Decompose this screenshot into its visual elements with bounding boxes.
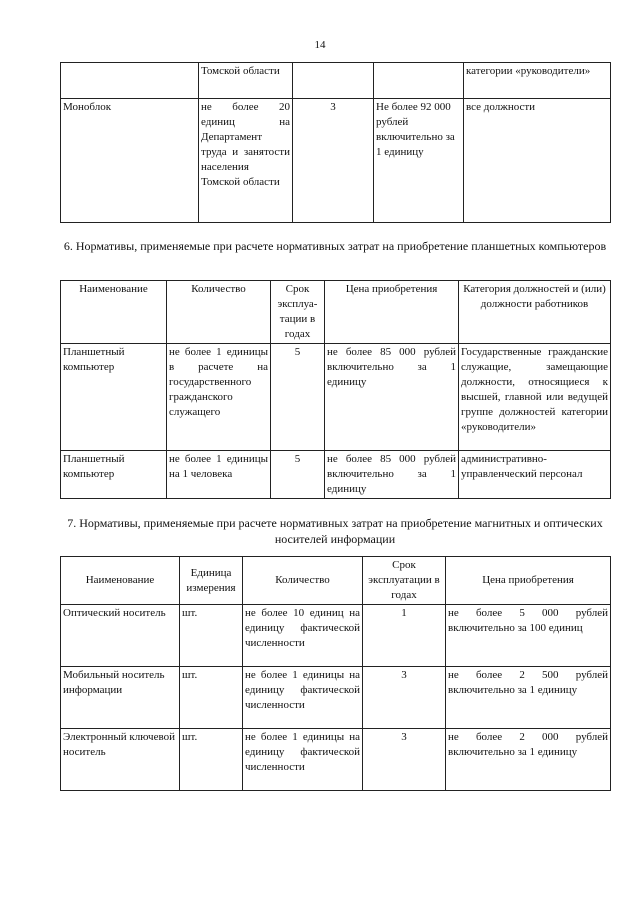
table-row: [61, 667, 611, 729]
table-cell: Томской области: [199, 63, 293, 99]
monoblock-table: [60, 62, 611, 223]
column-header: Цена приобретения: [325, 281, 459, 344]
table-cell: не более 1 единицы на единицу фактической численности: [243, 729, 363, 791]
table-cell: Электронный ключевой носитель: [61, 729, 180, 791]
table-cell: не более 2 500 рублей включительно за 1 единицу: [446, 667, 611, 729]
table-cell: не более 5 000 рублей включительно за 100 единиц: [446, 605, 611, 667]
table-cell: 3: [293, 99, 374, 223]
table-row: [61, 99, 611, 223]
table-cell: [293, 63, 374, 99]
table-cell: не более 1 единицы в расчете на государственного гражданского служащего: [167, 344, 271, 451]
table-cell: 3: [363, 667, 446, 729]
storage-media-table: [60, 556, 611, 791]
table-cell: 1: [363, 605, 446, 667]
tablet-computers-table: [60, 280, 611, 499]
table-cell: не более 1 единицы на единицу фактической численности: [243, 667, 363, 729]
table-cell: не более 20 единиц на Департамент труда и занятости населения Томской области: [199, 99, 293, 223]
column-header: Количество: [167, 281, 271, 344]
table-cell: шт.: [180, 605, 243, 667]
column-header: Категория должностей и (или) должности работников: [459, 281, 611, 344]
table-cell: Моноблок: [61, 99, 199, 223]
table-cell: 3: [363, 729, 446, 791]
table-cell: [61, 63, 199, 99]
column-header: Количество: [243, 557, 363, 605]
table-cell: Государственные гражданские служащие, замещающие должности, относящиеся к высшей, главной или ведущей группе должностей категории «руководители»: [459, 344, 611, 451]
table-cell: Планшетный компьютер: [61, 451, 167, 499]
page-number: 14: [314, 39, 326, 51]
table-cell: административно-управленческий персонал: [459, 451, 611, 499]
column-header: Срок эксплуатации в годах: [363, 557, 446, 605]
column-header: Наименование: [61, 557, 180, 605]
table-cell: категории «руководители»: [464, 63, 611, 99]
table-cell: 5: [271, 344, 325, 451]
table-row: [61, 451, 611, 499]
table-cell: не более 1 единицы на 1 человека: [167, 451, 271, 499]
column-header: Единица измерения: [180, 557, 243, 605]
table-row: [61, 344, 611, 451]
table-header-row: [61, 281, 611, 344]
section-7-heading: 7. Нормативы, применяемые при расчете нормативных затрат на приобретение магнитных и оптических носителей информации: [67, 516, 603, 546]
column-header: Срок эксплуа-тации в годах: [271, 281, 325, 344]
table-header-row: [61, 557, 611, 605]
table-cell: не более 85 000 рублей включительно за 1 единицу: [325, 344, 459, 451]
section-6-heading: 6. Нормативы, применяемые при расчете нормативных затрат на приобретение планшетных компьютеров: [63, 239, 607, 253]
column-header: Цена приобретения: [446, 557, 611, 605]
table-cell: Планшетный компьютер: [61, 344, 167, 451]
table-cell: Не более 92 000 рублей включительно за 1 единицу: [374, 99, 464, 223]
table-row: [61, 605, 611, 667]
table-cell: [374, 63, 464, 99]
table-cell: не более 10 единиц на единицу фактической численности: [243, 605, 363, 667]
table-cell: шт.: [180, 667, 243, 729]
table-cell: не более 2 000 рублей включительно за 1 единицу: [446, 729, 611, 791]
table-cell: Мобильный носитель информации: [61, 667, 180, 729]
table-cell: все должности: [464, 99, 611, 223]
table-cell: Оптический носитель: [61, 605, 180, 667]
table-cell: шт.: [180, 729, 243, 791]
column-header: Наименование: [61, 281, 167, 344]
table-cell: 5: [271, 451, 325, 499]
table-row: [61, 729, 611, 791]
table-cell: не более 85 000 рублей включительно за 1 единицу: [325, 451, 459, 499]
table-row: [61, 63, 611, 99]
